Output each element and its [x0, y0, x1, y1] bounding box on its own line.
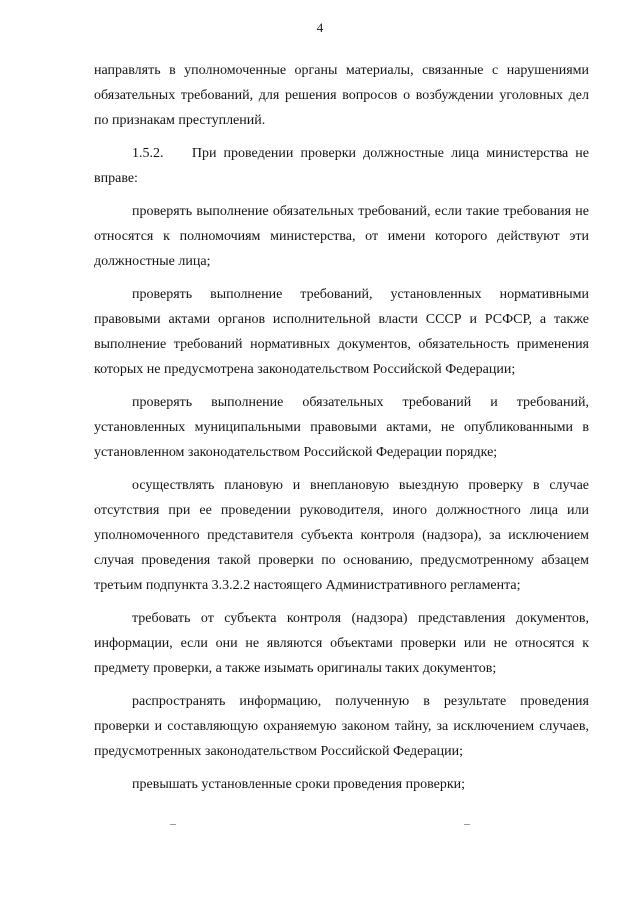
list-item: превышать установленные сроки проведения проверки;: [132, 777, 466, 792]
scan-mark-right: [464, 824, 470, 825]
list-item: проверять выполнение обязательных требований, если такие требования не относятся к полномочиям министерства, от имени которого действуют эти должностные лица;: [94, 204, 589, 269]
list-item: распространять информацию, полученную в результате проведения проверки и составляющую охраняемую законом тайну, за исключением случаев, предусмотренных законодательством Российской Федерации;: [94, 694, 589, 759]
list-item: требовать от субъекта контроля (надзора) представления документов, информации, если они не являются объектами проверки или не относятся к предмету проверки, а также изымать оригиналы таких документов;: [94, 611, 589, 676]
scan-mark-left: [170, 824, 176, 825]
document-body: [94, 58, 589, 805]
list-item: осуществлять плановую и внеплановую выездную проверку в случае отсутствия при ее проведении руководителя, иного должностного лица или уполномоченного представителя субъекта контроля (надзора), за исключением случая проведения такой проверки по основанию, предусмотренному абзацем третьим подпункта 3.3.2.2 настоящего Административного регламента;: [94, 478, 589, 593]
scan-marks: [170, 824, 470, 828]
section-heading-1-5-2: 1.5.2. При проведении проверки должностные лица министерства не вправе:: [94, 146, 589, 186]
list-item: проверять выполнение обязательных требований и требований, установленных муниципальными правовыми актами, не опубликованными в установленном законодательством Российской Федерации порядке;: [94, 395, 589, 460]
page-number: 4: [316, 20, 324, 35]
list-item: проверять выполнение требований, установленных нормативными правовыми актами органов исполнительной власти СССР и РСФСР, а также выполнение требований нормативных документов, обязательность применения которых не предусмотрена законодательством Российской Федерации;: [94, 287, 589, 377]
paragraph-continuation: направлять в уполномоченные органы материалы, связанные с нарушениями обязательных требований, для решения вопросов о возбуждении уголовных дел по признакам преступлений.: [94, 63, 589, 128]
